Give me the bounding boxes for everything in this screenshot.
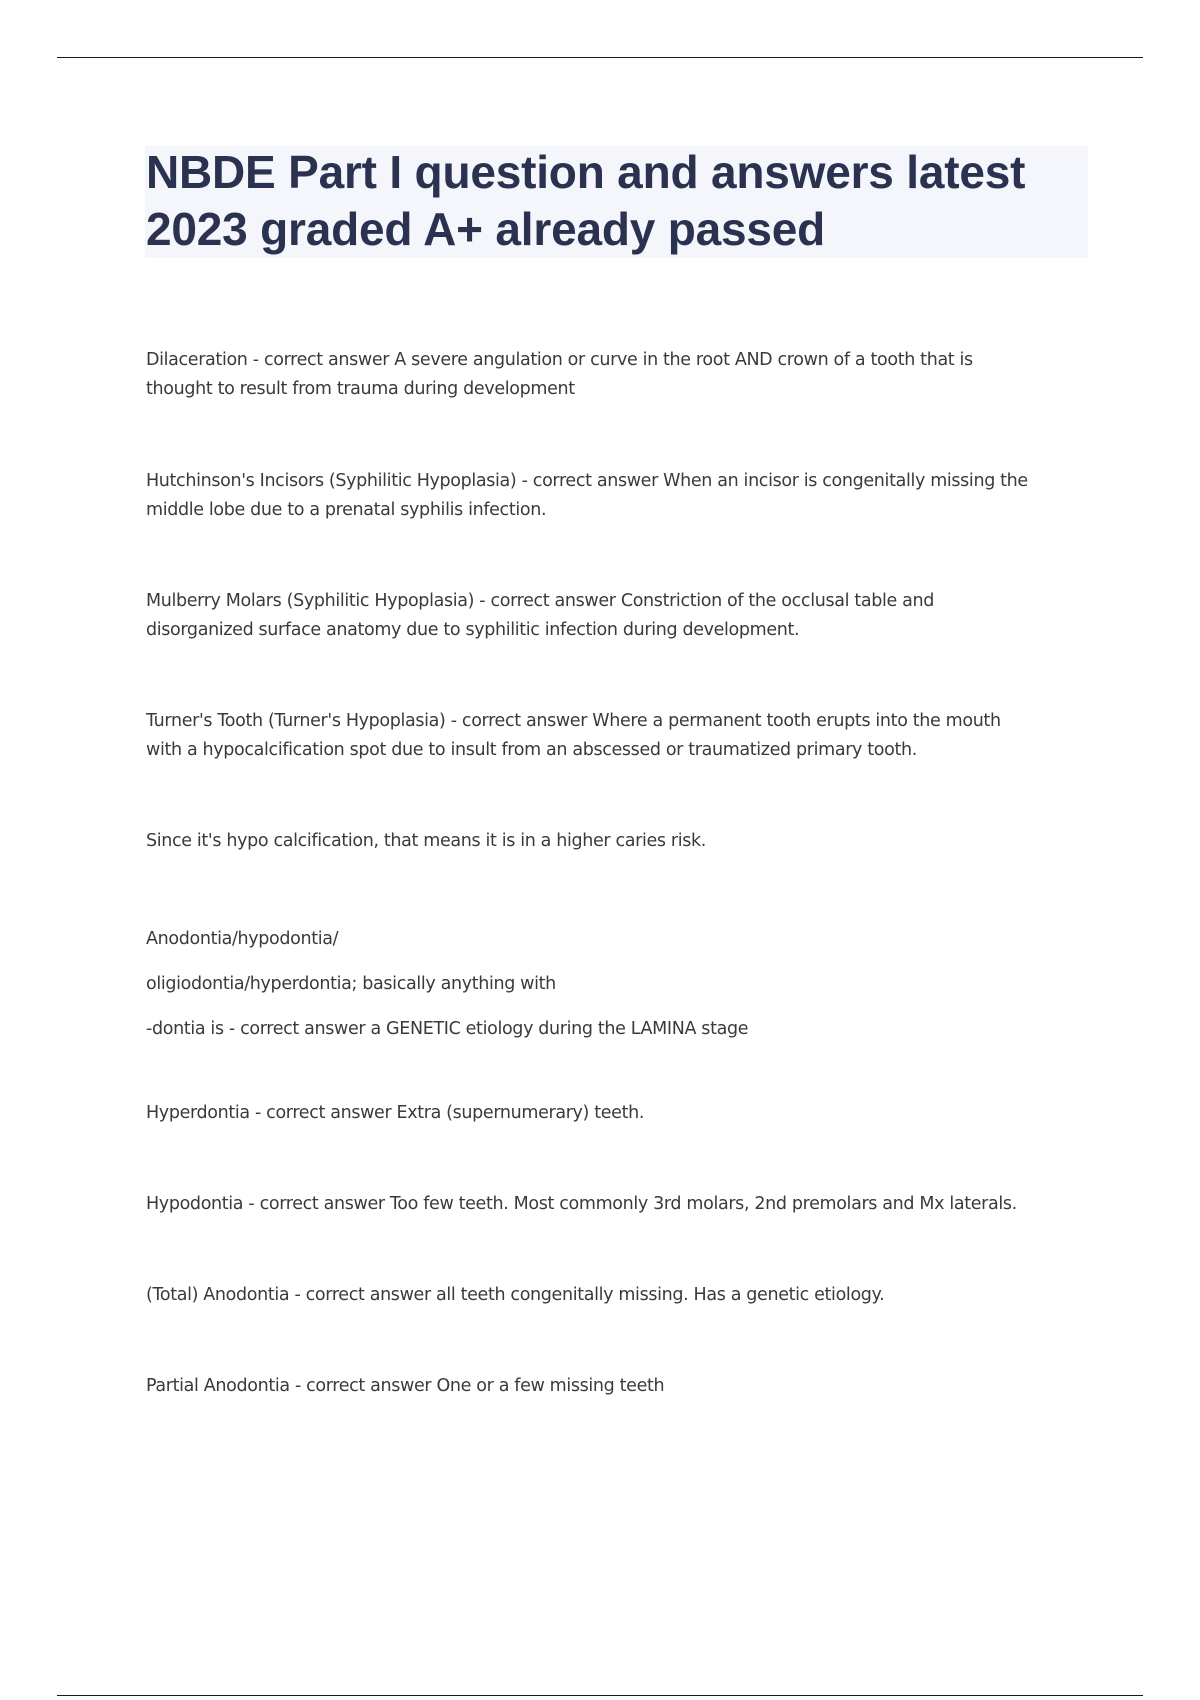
entry-line: disorganized surface anatomy due to syphilitic infection during development. (146, 620, 800, 640)
footer-rule (57, 1695, 1143, 1696)
title-line-1: NBDE Part I question and answers latest (146, 146, 1026, 198)
entry-line: middle lobe due to a prenatal syphilis infection. (146, 500, 547, 520)
title-line-2: 2023 graded A+ already passed (146, 203, 826, 255)
document-title (146, 144, 1091, 258)
entry-line: Dilaceration - correct answer A severe angulation or curve in the root AND crown of a tooth that is (146, 350, 973, 370)
entry-dilaceration (146, 346, 1091, 404)
entry-hypocalcification-note (146, 827, 1091, 856)
entry-turners-tooth (146, 707, 1091, 765)
entry-partial-anodontia (146, 1372, 1091, 1401)
entry-line: Turner's Tooth (Turner's Hypoplasia) - correct answer Where a permanent tooth erupts into the mouth (146, 711, 1001, 731)
entry-line: (Total) Anodontia - correct answer all teeth congenitally missing. Has a genetic etiology. (146, 1285, 885, 1305)
entry-line: Mulberry Molars (Syphilitic Hypoplasia) - correct answer Constriction of the occlusal table and (146, 591, 934, 611)
entry-line: thought to result from trauma during development (146, 379, 575, 399)
entry-line: with a hypocalcification spot due to insult from an abscessed or traumatized primary tooth. (146, 740, 917, 760)
entry-line: Partial Anodontia - correct answer One or a few missing teeth (146, 1376, 665, 1396)
entry-mulberry-molars (146, 587, 1091, 645)
entry-dontia-genetic (146, 917, 1091, 1052)
entry-line: -dontia is - correct answer a GENETIC etiology during the LAMINA stage (146, 1019, 749, 1039)
header-rule (57, 57, 1143, 58)
entry-line: oligiodontia/hyperdontia; basically anything with (146, 974, 556, 994)
entry-line: Since it's hypo calcification, that means it is in a higher caries risk. (146, 831, 706, 851)
entry-hypodontia (146, 1190, 1091, 1219)
entry-line: Hypodontia - correct answer Too few teeth. Most commonly 3rd molars, 2nd premolars and Mx laterals. (146, 1194, 1017, 1214)
entry-hyperdontia (146, 1099, 1091, 1128)
entry-line: Hutchinson's Incisors (Syphilitic Hypoplasia) - correct answer When an incisor is congenitally missing the (146, 471, 1028, 491)
entry-hutchinsons-incisors (146, 467, 1091, 525)
entry-total-anodontia (146, 1281, 1091, 1310)
entry-line: Anodontia/hypodontia/ (146, 929, 339, 949)
entry-line: Hyperdontia - correct answer Extra (supernumerary) teeth. (146, 1103, 645, 1123)
